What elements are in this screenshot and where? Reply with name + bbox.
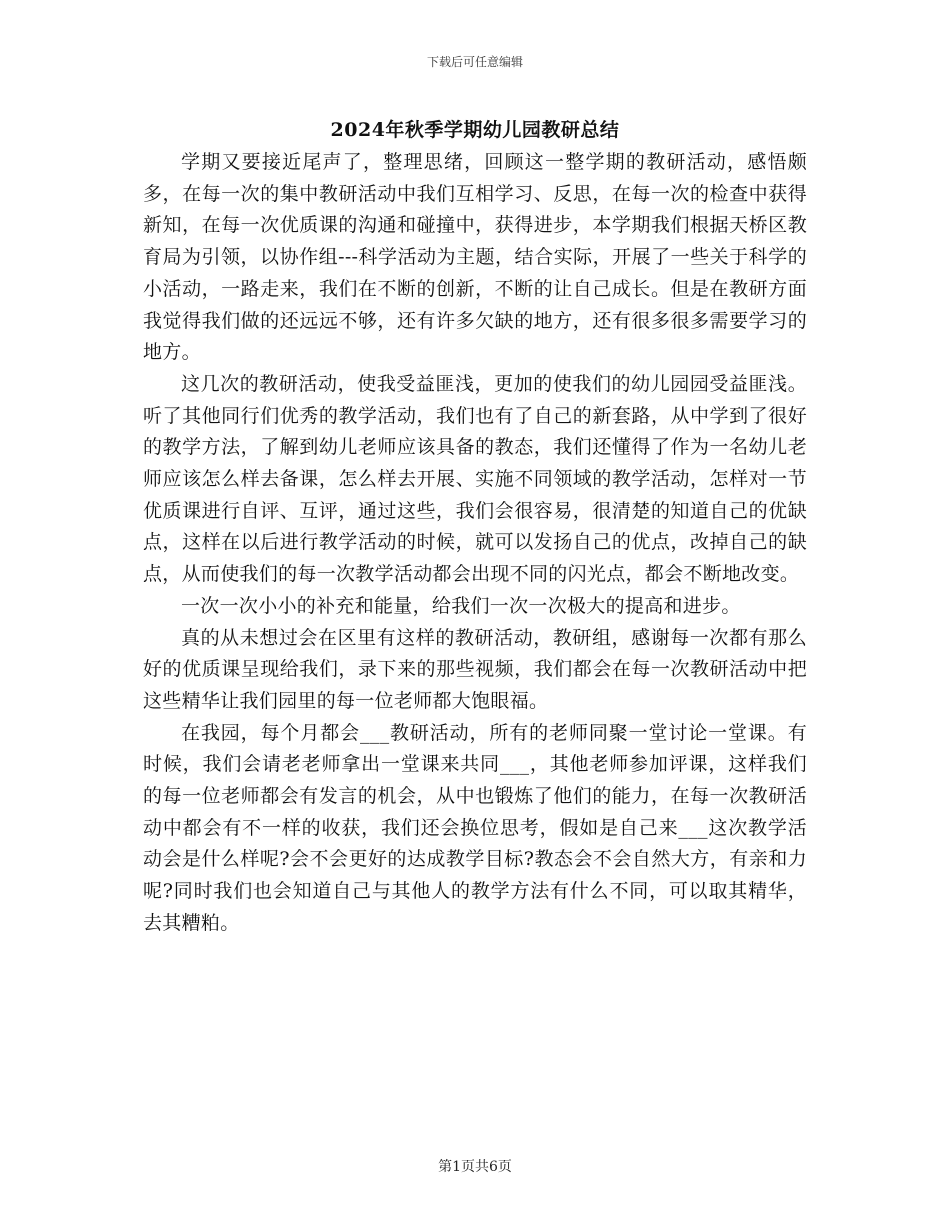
paragraph-1: 学期又要接近尾声了，整理思绪，回顾这一整学期的教研活动，感悟颇多，在每一次的集中教研活动中我们互相学习、反思，在每一次的检查中获得新知，在每一次优质课的沟通和碰撞中，获得进步，本学期我们根据天桥区教育局为引领，以协作组---科学活动为主题，结合实际，开展了一些关于科学的小活动，一路走来，我们在不断的创新，不断的让自己成长。但是在教研方面我觉得我们做的还远远不够，还有许多欠缺的地方，还有很多很多需要学习的地方。 <box>143 151 807 364</box>
paragraph-4: 真的从未想过会在区里有这样的教研活动，教研组，感谢每一次都有那么好的优质课呈现给我们，录下来的那些视频，我们都会在每一次教研活动中把这些精华让我们园里的每一位老师都大饱眼福。 <box>143 626 807 712</box>
paragraph-3: 一次一次小小的补充和能量，给我们一次一次极大的提高和进步。 <box>181 594 741 617</box>
page-number: 第1页共6页 <box>438 1159 512 1175</box>
document-title: 2024年秋季学期幼儿园教研总结 <box>330 119 620 141</box>
paragraph-5: 在我园，每个月都会___教研活动，所有的老师同聚一堂讨论一堂课。有时候，我们会请老老师拿出一堂课来共同___，其他老师参加评课，这样我们的每一位老师都会有发言的机会，从中也锻炼了他们的能力，在每一次教研活动中都会有不一样的收获，我们还会换位思考，假如是自己来___这次教学活动会是什么样呢?会不会更好的达成教学目标?教态会不会自然大方，有亲和力呢?同时我们也会知道自己与其他人的教学方法有什么不同，可以取其精华，去其糟粕。 <box>143 721 807 934</box>
paragraph-2: 这几次的教研活动，使我受益匪浅，更加的使我们的幼儿园园受益匪浅。听了其他同行们优秀的教学活动，我们也有了自己的新套路，从中学到了很好的教学方法，了解到幼儿老师应该具备的教态，我们还懂得了作为一名幼儿老师应该怎么样去备课，怎么样去开展、实施不同领域的教学活动，怎样对一节优质课进行自评、互评，通过这些，我们会很容易，很清楚的知道自己的优缺点，这样在以后进行教学活动的时候，就可以发扬自己的优点，改掉自己的缺点，从而使我们的每一次教学活动都会出现不同的闪光点，都会不断地改变。 <box>143 372 807 586</box>
page-header-note: 下载后可任意编辑 <box>426 55 523 69</box>
document-body <box>143 147 807 940</box>
